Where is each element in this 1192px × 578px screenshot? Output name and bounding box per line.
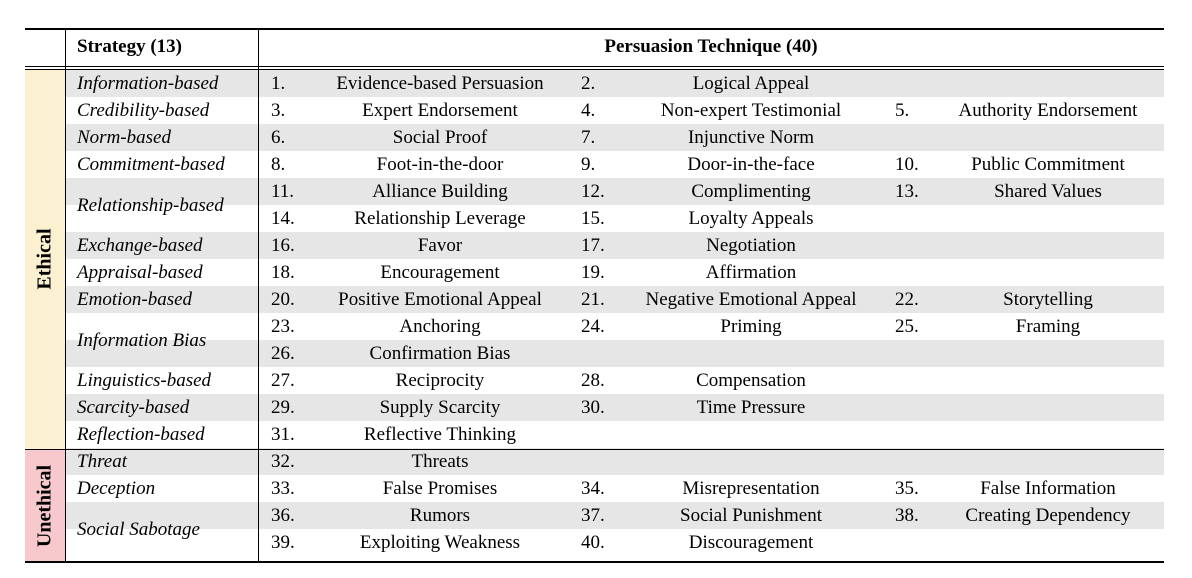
header-rule-2 [25,69,1164,70]
technique-number: 24. [581,316,605,337]
category-label-ethical: Ethical [33,228,56,290]
technique-name: Non-expert Testimonial [660,100,842,121]
technique-number: 2. [581,73,596,94]
technique-name: Shared Values [994,181,1102,202]
technique-name: Favor [417,235,463,256]
header-rule-1 [25,66,1164,67]
technique-number: 12. [581,181,605,202]
technique-number: 8. [271,154,286,175]
persuasion-table [25,28,1164,563]
technique-number: 6. [271,127,286,148]
vrule-category [65,28,66,563]
technique-name: Relationship Leverage [354,208,526,229]
technique-number: 5. [895,100,910,121]
technique-number: 30. [581,397,605,418]
technique-number: 7. [581,127,596,148]
technique-number: 40. [581,532,605,553]
technique-name: Alliance Building [372,181,508,202]
technique-name: Loyalty Appeals [688,208,814,229]
technique-name: Priming [720,316,782,337]
technique-number: 16. [271,235,295,256]
strategy-label: Appraisal-based [77,262,203,283]
technique-name: Reflective Thinking [363,424,517,445]
technique-name: Storytelling [1003,289,1093,310]
technique-name: Social Punishment [680,505,822,526]
top-rule [25,28,1164,30]
technique-name: Expert Endorsement [362,100,518,121]
technique-number: 20. [271,289,295,310]
technique-name: Creating Dependency [965,505,1131,526]
technique-number: 15. [581,208,605,229]
strategy-label: Exchange-based [77,235,203,256]
technique-name: Authority Endorsement [958,100,1138,121]
vrule-strategy [258,28,259,563]
category-label-unethical: Unethical [33,464,56,547]
technique-number: 13. [895,181,919,202]
technique-number: 26. [271,343,295,364]
technique-name: Reciprocity [395,370,485,391]
technique-name: Public Commitment [971,154,1125,175]
strategy-label: Information-based [77,73,219,94]
technique-name: Rumors [409,505,471,526]
technique-name: Encouragement [380,262,500,283]
technique-number: 38. [895,505,919,526]
technique-name: False Promises [382,478,498,499]
category-ethical [25,69,65,449]
strategy-label: Credibility-based [77,100,210,121]
technique-number: 25. [895,316,919,337]
strategy-label: Emotion-based [77,289,193,310]
technique-number: 22. [895,289,919,310]
technique-name: Anchoring [399,316,481,337]
technique-number: 28. [581,370,605,391]
technique-name: Evidence-based Persuasion [336,73,544,94]
technique-number: 37. [581,505,605,526]
technique-name: Negative Emotional Appeal [645,289,857,310]
technique-name: Exploiting Weakness [359,532,521,553]
technique-name: Affirmation [705,262,797,283]
strategy-label: Deception [77,478,156,499]
strategy-label: Norm-based [77,127,171,148]
strategy-label: Social Sabotage [77,518,200,540]
technique-name: Time Pressure [696,397,806,418]
technique-number: 4. [581,100,596,121]
technique-number: 17. [581,235,605,256]
technique-name: Logical Appeal [692,73,810,94]
technique-number: 27. [271,370,295,391]
strategy-label: Linguistics-based [77,370,212,391]
technique-number: 34. [581,478,605,499]
technique-name: Threats [411,451,469,472]
technique-name: Negotiation [706,235,796,256]
technique-number: 29. [271,397,295,418]
technique-name: Discouragement [688,532,814,553]
technique-number: 35. [895,478,919,499]
technique-name: Confirmation Bias [369,343,511,364]
technique-name: Framing [1015,316,1081,337]
technique-number: 3. [271,100,286,121]
strategy-label: Information Bias [77,329,207,351]
technique-number: 10. [895,154,919,175]
header-strategy: Strategy (13) [77,36,182,57]
strategy-label: Commitment-based [77,154,225,175]
technique-number: 39. [271,532,295,553]
technique-number: 21. [581,289,605,310]
strategy-label: Scarcity-based [77,397,190,418]
category-unethical [25,449,65,562]
technique-number: 31. [271,424,295,445]
technique-number: 18. [271,262,295,283]
technique-number: 33. [271,478,295,499]
technique-number: 19. [581,262,605,283]
category-divider [25,449,1164,450]
technique-name: Compensation [696,370,806,391]
strategy-label: Threat [77,451,127,472]
technique-number: 23. [271,316,295,337]
technique-name: Supply Scarcity [379,397,501,418]
technique-name: Foot-in-the-door [376,154,504,175]
header-technique: Persuasion Technique (40) [604,36,818,57]
technique-number: 11. [271,181,295,202]
technique-number: 36. [271,505,295,526]
technique-number: 1. [271,73,286,94]
strategy-label: Reflection-based [77,424,205,445]
bottom-rule [25,561,1164,563]
technique-number: 14. [271,208,295,229]
technique-name: Injunctive Norm [687,127,815,148]
strategy-label: Relationship-based [77,194,224,216]
technique-name: Positive Emotional Appeal [338,289,542,310]
technique-name: Misrepresentation [682,478,820,499]
technique-number: 32. [271,451,295,472]
technique-number: 9. [581,154,596,175]
technique-name: Complimenting [691,181,811,202]
technique-name: False Information [980,478,1116,499]
technique-name: Social Proof [392,127,488,148]
technique-name: Door-in-the-face [687,154,815,175]
